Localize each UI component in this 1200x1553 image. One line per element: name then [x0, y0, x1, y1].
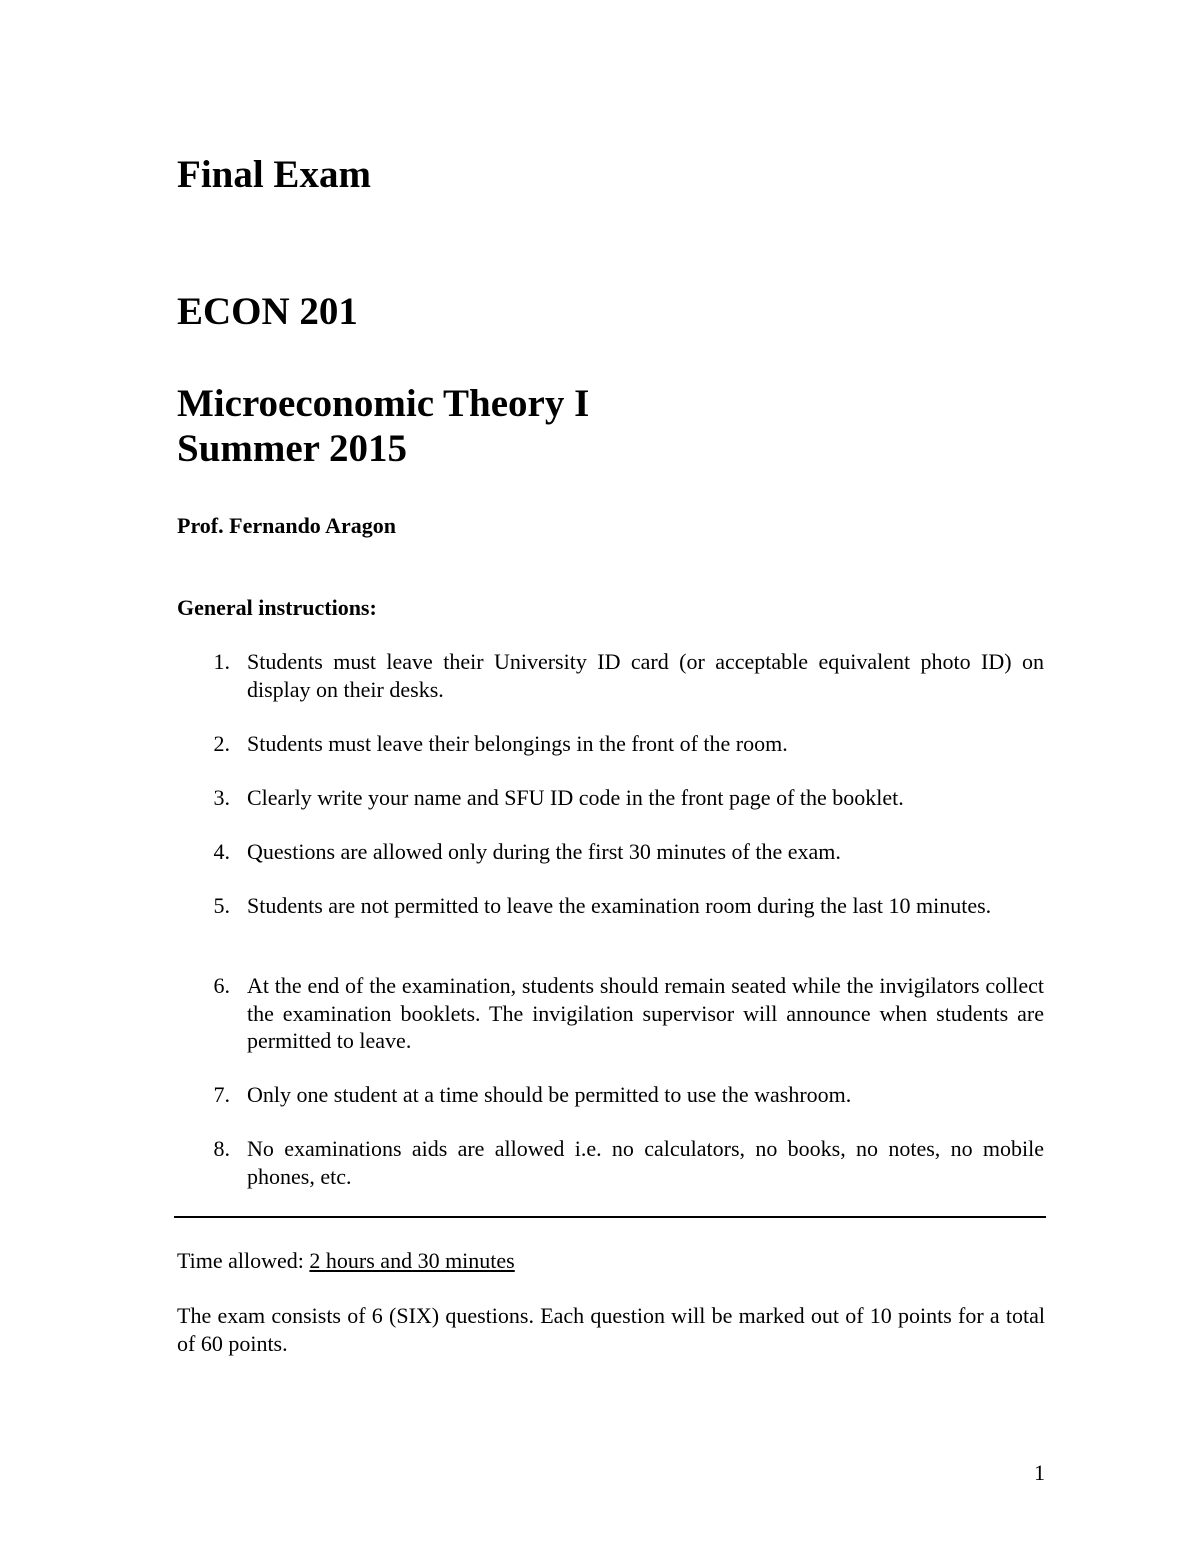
instruction-text: Clearly write your name and SFU ID code in the front page of the booklet.	[247, 785, 904, 810]
page-number: 1	[1034, 1460, 1045, 1485]
instruction-text: Students must leave their belongings in the front of the room.	[247, 731, 788, 756]
instruction-text: Questions are allowed only during the first 30 minutes of the exam.	[247, 839, 841, 864]
instruction-number: 1.	[213, 649, 230, 674]
instruction-text: Only one student at a time should be permitted to use the washroom.	[247, 1082, 852, 1107]
course-term: Summer 2015	[177, 427, 408, 470]
time-allowed-value: 2 hours and 30 minutes	[309, 1248, 515, 1273]
time-allowed-label: Time allowed:	[177, 1248, 310, 1273]
course-code: ECON 201	[177, 290, 358, 333]
time-allowed	[177, 1247, 515, 1275]
instruction-number: 7.	[213, 1082, 230, 1107]
instruction-text: At the end of the examination, students should remain seated while the invigilators collect the examination booklets. The invigilation supervisor will announce when students are permitted to leave.	[247, 973, 1044, 1053]
professor-name: Prof. Fernando Aragon	[177, 513, 396, 538]
instruction-text: Students must leave their University ID card (or acceptable equivalent photo ID) on display on their desks.	[247, 649, 1044, 702]
course-name: Microeconomic Theory I	[177, 382, 590, 425]
instruction-number: 5.	[213, 893, 230, 918]
exam-title: Final Exam	[177, 153, 371, 196]
instruction-number: 8.	[213, 1136, 230, 1161]
instruction-text: Students are not permitted to leave the examination room during the last 10 minutes.	[247, 893, 992, 918]
instruction-number: 3.	[213, 785, 230, 810]
instruction-text: No examinations aids are allowed i.e. no calculators, no books, no notes, no mobile phones, etc.	[247, 1136, 1044, 1189]
instruction-number: 6.	[213, 973, 230, 998]
instruction-number: 2.	[213, 731, 230, 756]
exam-description: The exam consists of 6 (SIX) questions. Each question will be marked out of 10 points for a total of 60 points.	[177, 1303, 1045, 1356]
section-divider	[174, 1216, 1046, 1218]
instructions-heading: General instructions:	[177, 595, 377, 620]
instruction-number: 4.	[213, 839, 230, 864]
